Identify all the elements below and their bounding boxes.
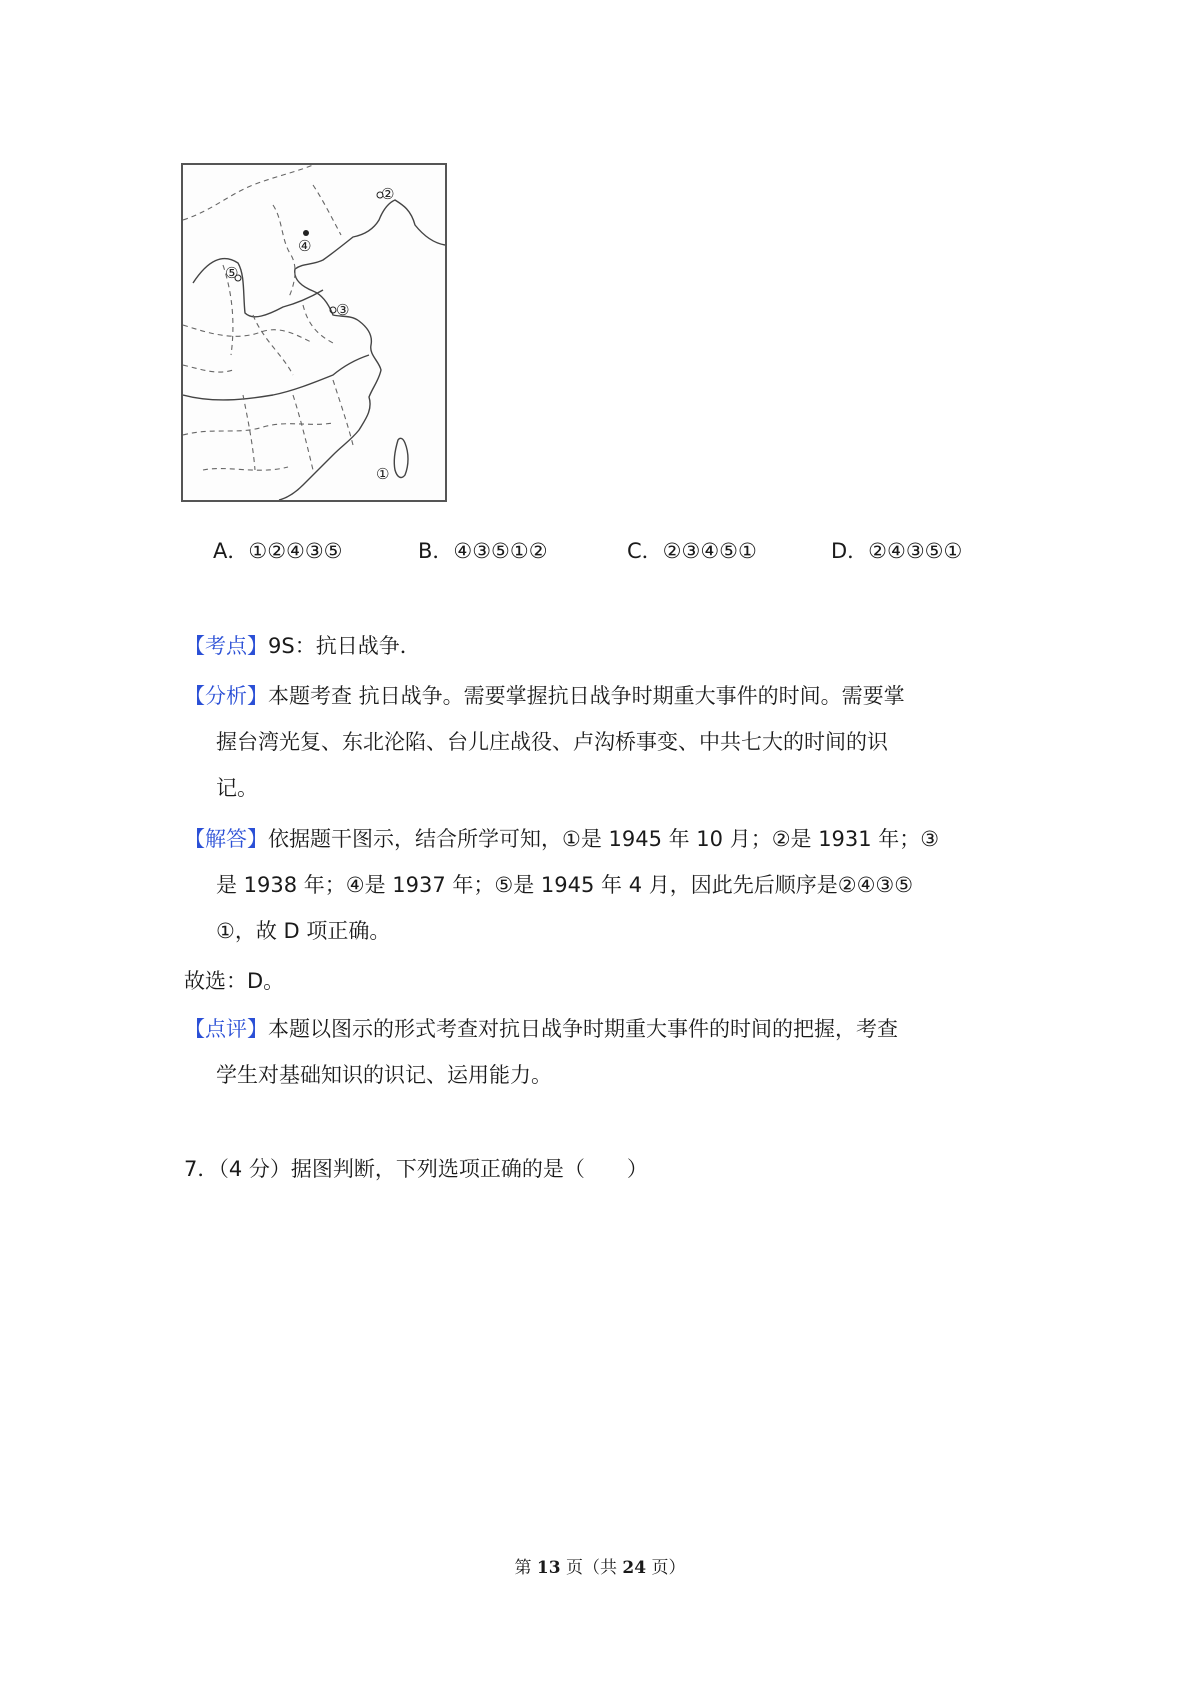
option-a: A．①②④③⑤: [213, 539, 343, 563]
marker-3: ③: [336, 301, 350, 319]
fenxi-line-1: 本题考查 抗日战争。需要掌握抗日战争时期重大事件的时间。需要掌: [268, 684, 905, 708]
answer-text: 故选：D。: [184, 969, 285, 993]
jieda-line-1: 依据题干图示，结合所学可知，①是 1945 年 10 月；②是 1931 年；③: [268, 827, 940, 851]
footer-middle: 页（共: [560, 1558, 623, 1578]
marker-2: ②: [381, 185, 395, 203]
option-b: B．④③⑤①②: [418, 539, 548, 563]
dianping-tag: 【点评】: [184, 1017, 268, 1041]
china-map-figure: [181, 163, 447, 502]
jieda-line-3: ①，故 D 项正确。: [216, 919, 391, 943]
kaodian-text: 9S：抗日战争．: [268, 634, 421, 658]
marker-1: ①: [376, 465, 390, 483]
footer-prefix: 第: [514, 1558, 537, 1578]
option-c: C．②③④⑤①: [627, 539, 757, 563]
footer-total-pages: 24: [622, 1558, 647, 1578]
marker-4: ④: [298, 237, 312, 255]
fenxi-line-3: 记。: [216, 776, 258, 800]
fenxi-line-2: 握台湾光复、东北沦陷、台儿庄战役、卢沟桥事变、中共七大的时间的识: [216, 730, 888, 754]
map-drawing: [183, 165, 445, 500]
dianping-line-2: 学生对基础知识的识记、运用能力。: [216, 1063, 552, 1087]
jieda-tag: 【解答】: [184, 827, 268, 851]
page-footer: [0, 1553, 1200, 1578]
question-7-text: 7．（4 分）据图判断，下列选项正确的是（ ）: [184, 1157, 648, 1181]
option-d: D．②④③⑤①: [831, 539, 963, 563]
footer-suffix: 页）: [646, 1558, 686, 1578]
dianping-line-1: 本题以图示的形式考查对抗日战争时期重大事件的时间的把握，考查: [268, 1017, 898, 1041]
answer-options: [213, 534, 1033, 568]
marker-5: ⑤: [225, 264, 239, 282]
footer-page-number: 13: [536, 1558, 561, 1578]
kaodian-tag: 【考点】: [184, 634, 268, 658]
jieda-line-2: 是 1938 年；④是 1937 年；⑤是 1945 年 4 月，因此先后顺序是②④③⑤: [216, 873, 914, 897]
fenxi-tag: 【分析】: [184, 684, 268, 708]
